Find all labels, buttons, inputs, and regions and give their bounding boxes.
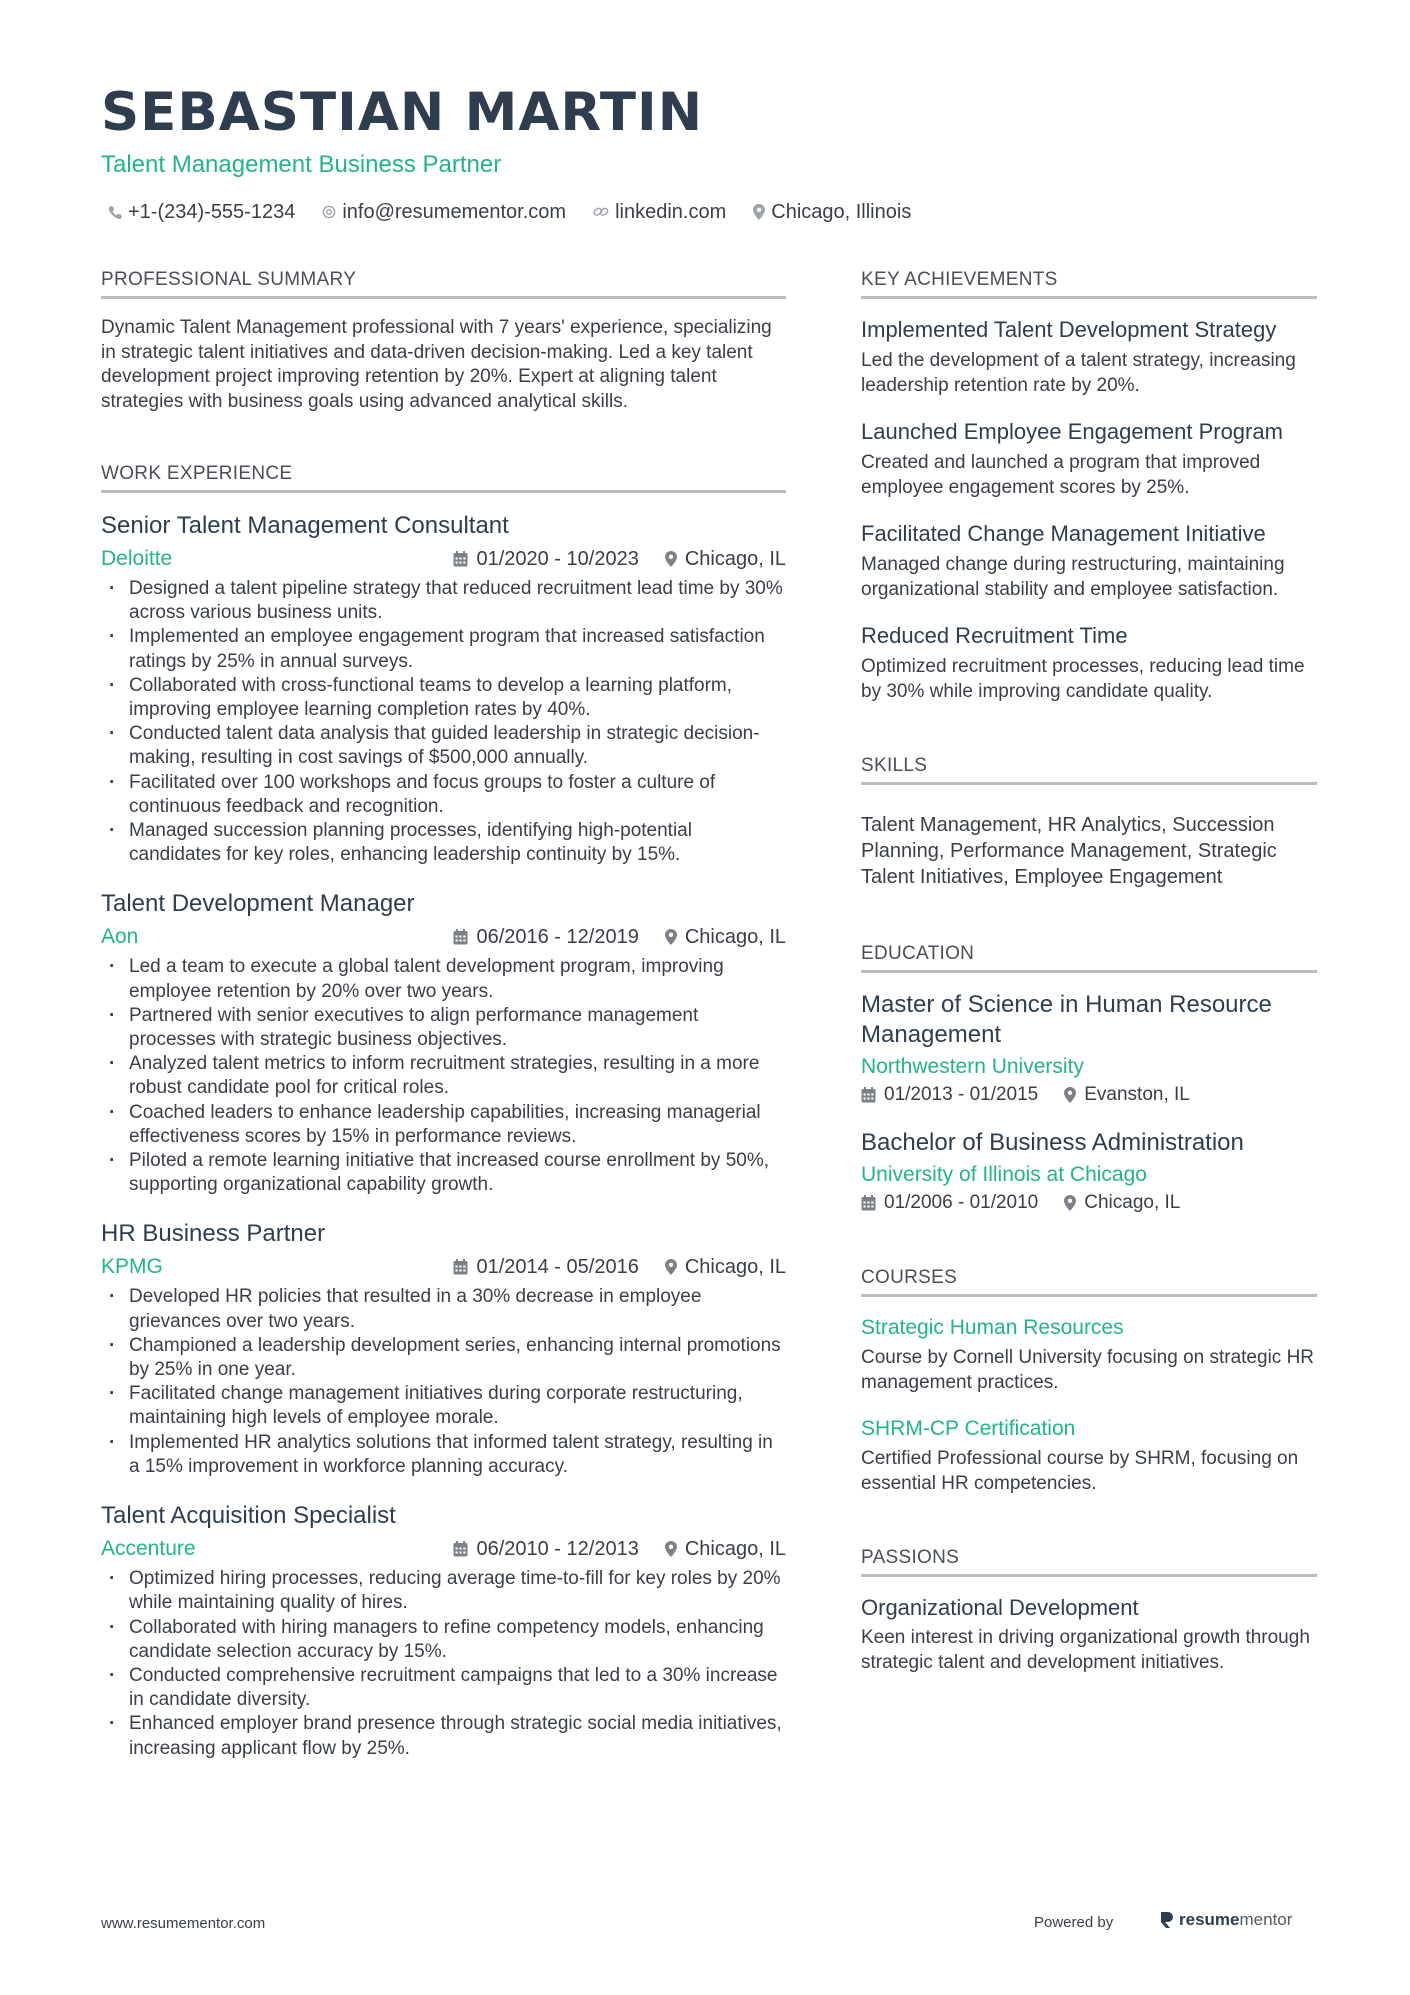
education-location-text: Chicago, IL: [1084, 1192, 1181, 1213]
job-company: Accenture: [101, 1537, 196, 1561]
bullet-item: · Enhanced employer brand presence through strategic social media initiatives, increasing applicant flow by 25%.: [101, 1712, 786, 1760]
candidate-name: SEBASTIAN MARTIN: [101, 82, 704, 143]
achievement-item: [861, 520, 1317, 602]
footer-url[interactable]: www.resumementor.com: [101, 1915, 266, 1932]
job-bullets: [101, 955, 786, 1197]
education-item: [861, 990, 1317, 1106]
summary-text: Dynamic Talent Management professional with 7 years' experience, specializing in strategic talent initiatives and data-driven decision-making. Led a key talent development project improving retention by 20%. Expert at aligning talent strategies with business goals using advanced analytical skills.: [101, 317, 772, 412]
job-dates-text: 06/2010 - 12/2013: [476, 1537, 639, 1560]
job-entry: [101, 511, 786, 867]
achievement-item: [861, 622, 1317, 704]
achievement-title: Implemented Talent Development Strategy: [861, 317, 1277, 342]
calendar-icon: [861, 1087, 876, 1103]
bullet-item: · Piloted a remote learning initiative that increased course enrollment by 50%, supporting organizational capability growth.: [101, 1149, 786, 1197]
education-meta: [861, 1192, 1317, 1214]
location-icon: [1064, 1195, 1076, 1211]
job-bullets: [101, 577, 786, 867]
contact-email[interactable]: [322, 199, 566, 225]
job-bullets: [101, 1285, 786, 1479]
contact-phone-text: +1-(234)-555-1234: [128, 201, 296, 223]
job-dates: [453, 1256, 638, 1279]
achievement-desc: Optimized recruitment processes, reducing lead time by 30% while improving candidate quality.: [861, 656, 1305, 702]
contact-location-text: Chicago, Illinois: [771, 201, 912, 223]
footer-brand-light: mentor: [1239, 1910, 1293, 1929]
bullet-item: · Facilitated over 100 workshops and focus groups to foster a culture of continuous feedback and recognition.: [101, 771, 786, 819]
calendar-icon: [453, 551, 468, 567]
job-entry: [101, 889, 786, 1197]
achievement-desc: Managed change during restructuring, maintaining organizational stability and employee satisfaction.: [861, 554, 1285, 600]
calendar-icon: [453, 1259, 468, 1275]
experience-heading: WORK EXPERIENCE: [101, 462, 786, 493]
job-location-text: Chicago, IL: [684, 1537, 786, 1560]
bullet-item: · Led a team to execute a global talent development program, improving employee retention by 20% over two years.: [101, 955, 786, 1003]
passion-desc: Keen interest in driving organizational growth through strategic talent and development initiatives.: [861, 1627, 1310, 1673]
location-icon: [753, 204, 765, 220]
job-bullets: [101, 1567, 786, 1761]
job-meta: [101, 1535, 786, 1563]
education-school: University of Illinois at Chicago: [861, 1163, 1147, 1186]
bullet-item: · Facilitated change management initiatives during corporate restructuring, maintaining high levels of employee morale.: [101, 1382, 786, 1430]
job-dates-text: 01/2014 - 05/2016: [476, 1255, 639, 1278]
link-icon: [593, 205, 609, 219]
job-dates: [453, 926, 638, 949]
job-entry: [101, 1219, 786, 1479]
course-desc: Course by Cornell University focusing on strategic HR management practices.: [861, 1347, 1315, 1393]
job-meta: [101, 923, 786, 951]
course-name: SHRM-CP Certification: [861, 1417, 1076, 1440]
bullet-item: · Championed a leadership development series, enhancing internal promotions by 25% in one year.: [101, 1334, 786, 1382]
job-location-text: Chicago, IL: [684, 925, 786, 948]
achievement-item: [861, 316, 1317, 398]
location-icon: [665, 929, 677, 945]
bullet-item: · Implemented an employee engagement program that increased satisfaction ratings by 25% in annual surveys.: [101, 625, 786, 673]
bullet-item: · Managed succession planning processes, identifying high-potential candidates for key roles, enhancing leadership continuity by 15%.: [101, 819, 786, 867]
job-location-text: Chicago, IL: [684, 547, 786, 570]
left-column: [101, 268, 786, 1761]
bullet-item: · Coached leaders to enhance leadership capabilities, increasing managerial effectiveness scores by 15% in performance reviews.: [101, 1101, 786, 1149]
contact-bar: [108, 199, 938, 225]
achievement-desc: Led the development of a talent strategy, increasing leadership retention rate by 20%.: [861, 350, 1296, 396]
job-location-text: Chicago, IL: [684, 1255, 786, 1278]
calendar-icon: [861, 1195, 876, 1211]
candidate-title: Talent Management Business Partner: [101, 151, 502, 178]
bullet-item: · Conducted comprehensive recruitment campaigns that led to a 30% increase in candidate diversity.: [101, 1664, 786, 1712]
education-location-text: Evanston, IL: [1084, 1084, 1190, 1105]
bullet-item: · Designed a talent pipeline strategy that reduced recruitment lead time by 30% across various business units.: [101, 577, 786, 625]
job-meta: [101, 545, 786, 573]
contact-phone[interactable]: [108, 199, 295, 225]
location-icon: [665, 1259, 677, 1275]
job-location: [665, 1538, 786, 1561]
course-item: [861, 1415, 1317, 1496]
education-item: [861, 1128, 1317, 1214]
job-dates-text: 06/2016 - 12/2019: [476, 925, 639, 948]
achievement-item: [861, 418, 1317, 500]
contact-location: [753, 199, 911, 225]
resumementor-logo-icon: [1159, 1910, 1175, 1930]
job-location: [665, 926, 786, 949]
achievement-title: Facilitated Change Management Initiative: [861, 521, 1266, 546]
contact-email-text: info@resumementor.com: [342, 201, 567, 223]
at-icon: [322, 205, 336, 219]
bullet-item: · Developed HR policies that resulted in a 30% decrease in employee grievances over two years.: [101, 1285, 786, 1333]
job-dates: [453, 548, 638, 571]
education-dates-text: 01/2006 - 01/2010: [884, 1192, 1039, 1213]
bullet-item: · Implemented HR analytics solutions that informed talent strategy, resulting in a 15% improvement in workforce planning accuracy.: [101, 1431, 786, 1479]
contact-linkedin[interactable]: [593, 199, 726, 225]
bullet-item: · Collaborated with hiring managers to refine competency models, enhancing candidate selection accuracy by 15%.: [101, 1616, 786, 1664]
education-dates-text: 01/2013 - 01/2015: [884, 1084, 1039, 1105]
education-meta: [861, 1084, 1317, 1106]
location-icon: [1064, 1087, 1076, 1103]
passion-item: [861, 1594, 1317, 1675]
job-location: [665, 1256, 786, 1279]
bullet-item: · Collaborated with cross-functional teams to develop a learning platform, improving employee learning completion rates by 40%.: [101, 674, 786, 722]
job-company: Aon: [101, 925, 139, 949]
job-company: KPMG: [101, 1255, 163, 1279]
job-title: Senior Talent Management Consultant: [101, 512, 509, 539]
education-degree: Master of Science in Human Resource Management: [861, 991, 1272, 1048]
job-title: Talent Acquisition Specialist: [101, 1502, 396, 1530]
passion-title: Organizational Development: [861, 1595, 1139, 1620]
passions-heading: PASSIONS: [861, 1546, 1317, 1577]
courses-heading: COURSES: [861, 1266, 1317, 1297]
summary-heading: PROFESSIONAL SUMMARY: [101, 268, 786, 299]
bullet-item: · Analyzed talent metrics to inform recruitment strategies, resulting in a more robust candidate pool for critical roles.: [101, 1052, 786, 1100]
location-icon: [665, 1541, 677, 1557]
job-dates: [453, 1538, 638, 1561]
bullet-item: · Conducted talent data analysis that guided leadership in strategic decision-making, resulting in cost savings of $500,000 annually.: [101, 722, 786, 770]
achievement-title: Reduced Recruitment Time: [861, 623, 1128, 648]
job-entry: [101, 1501, 786, 1761]
bullet-item: · Optimized hiring processes, reducing average time-to-fill for key roles by 20% while maintaining quality of hires.: [101, 1567, 786, 1615]
footer-powered-by: Powered by: [1034, 1914, 1114, 1931]
education-degree: Bachelor of Business Administration: [861, 1129, 1244, 1156]
achievement-desc: Created and launched a program that improved employee engagement scores by 25%.: [861, 452, 1261, 498]
footer-brand-logo[interactable]: [1159, 1910, 1292, 1930]
skills-heading: SKILLS: [861, 754, 1317, 785]
education-dates: [861, 1192, 1038, 1214]
job-title: HR Business Partner: [101, 1220, 326, 1248]
education-location: [1064, 1084, 1190, 1106]
education-heading: EDUCATION: [861, 942, 1317, 973]
job-company: Deloitte: [101, 547, 173, 570]
education-school: Northwestern University: [861, 1055, 1084, 1078]
achievements-heading: KEY ACHIEVEMENTS: [861, 268, 1317, 299]
education-location: [1064, 1192, 1180, 1214]
skills-text: Talent Management, HR Analytics, Succession Planning, Performance Management, Strategic Talent Initiatives, Employee Engagement: [861, 814, 1277, 888]
job-location: [665, 548, 786, 571]
contact-linkedin-text: linkedin.com: [615, 201, 727, 223]
bullet-item: · Partnered with senior executives to align performance management processes with strategic business objectives.: [101, 1004, 786, 1052]
job-meta: [101, 1253, 786, 1281]
course-item: [861, 1314, 1317, 1395]
course-desc: Certified Professional course by SHRM, focusing on essential HR competencies.: [861, 1448, 1299, 1494]
education-dates: [861, 1084, 1038, 1106]
achievement-title: Launched Employee Engagement Program: [861, 419, 1283, 444]
right-column: [861, 268, 1317, 1675]
calendar-icon: [453, 1541, 468, 1557]
job-dates-text: 01/2020 - 10/2023: [476, 547, 639, 570]
phone-icon: [108, 205, 122, 219]
location-icon: [665, 551, 677, 567]
calendar-icon: [453, 929, 468, 945]
job-title: Talent Development Manager: [101, 890, 415, 918]
course-name: Strategic Human Resources: [861, 1316, 1124, 1339]
footer-brand-bold: resume: [1179, 1910, 1240, 1929]
